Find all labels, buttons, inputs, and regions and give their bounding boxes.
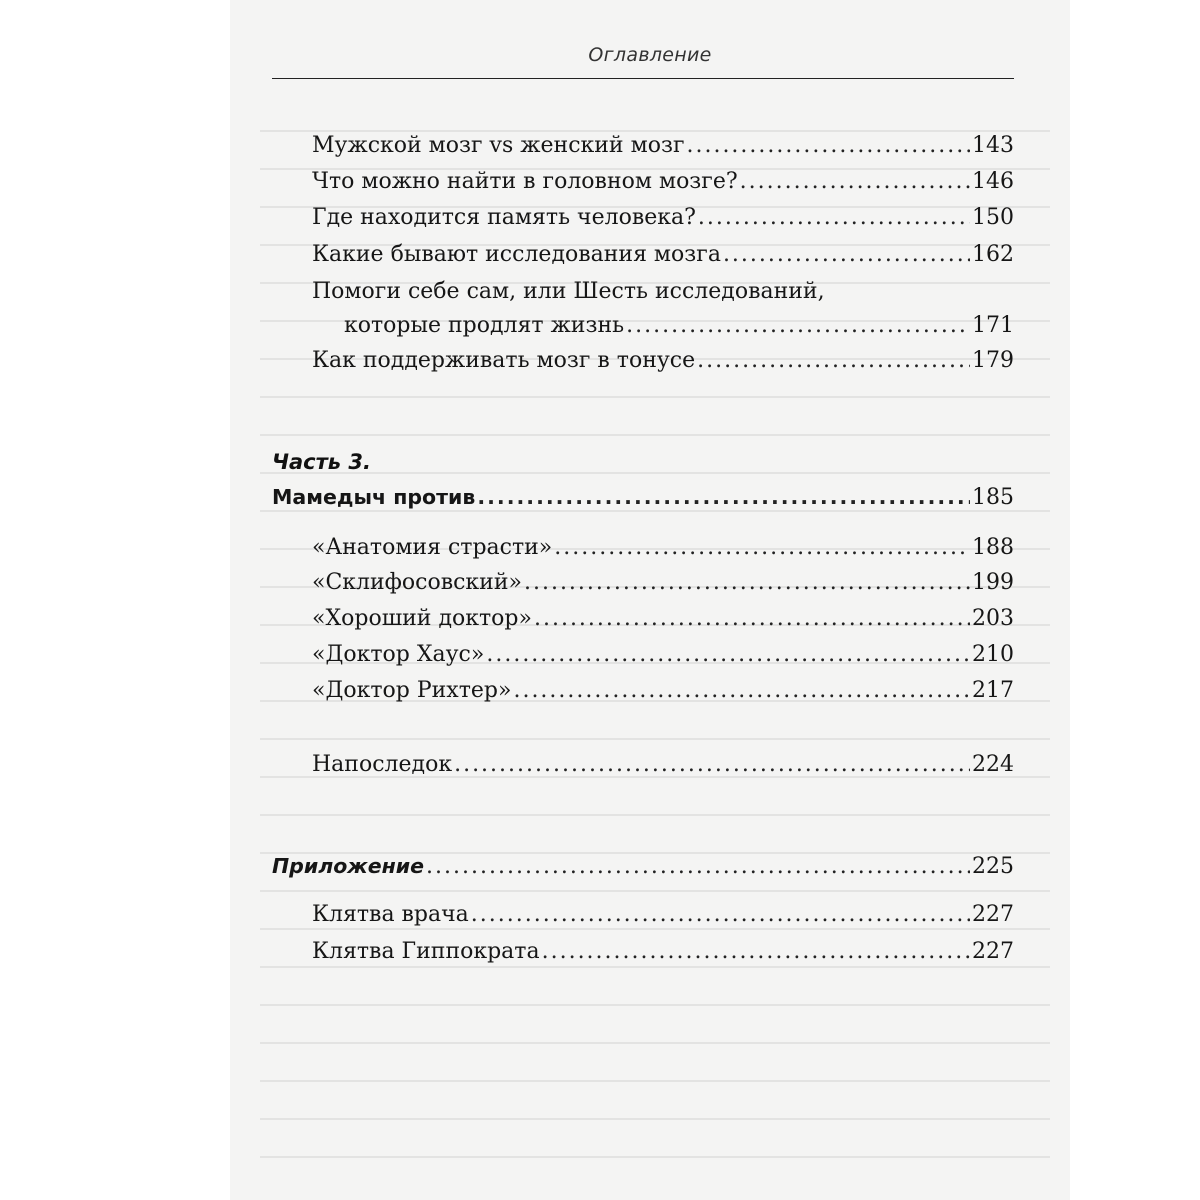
toc-entry: [312, 535, 1014, 560]
toc-entry-page: 224: [972, 752, 1014, 777]
toc-entry-title: Клятва врача: [312, 902, 469, 927]
toc-entry-title: Клятва Гиппократа: [312, 939, 540, 964]
toc-entry-page: 162: [972, 242, 1014, 267]
toc-entry: [312, 205, 1014, 230]
toc-entry-page: 199: [972, 570, 1014, 595]
toc-entry-title: «Анатомия страсти»: [312, 535, 553, 560]
toc-entry-title-line1: Помоги себе сам, или Шесть исследований,: [312, 279, 825, 304]
leader-dots: [697, 348, 970, 373]
toc-entry: [312, 606, 1014, 631]
appendix-heading-title: Приложение: [272, 854, 425, 878]
toc-entry: [312, 348, 1014, 373]
toc-entry-title: «Доктор Рихтер»: [312, 678, 512, 703]
appendix-heading: [272, 854, 1014, 879]
leader-dots: [542, 939, 970, 964]
toc-entry-title: «Хороший доктор»: [312, 606, 532, 631]
toc-entry-page: 217: [972, 678, 1014, 703]
leader-dots: [740, 169, 970, 194]
leader-dots: [513, 678, 970, 703]
toc-entry-page: 188: [972, 535, 1014, 560]
toc-entry-page: 179: [972, 348, 1014, 373]
toc-entry-page: 203: [972, 606, 1014, 631]
toc-entry-title: Напоследок: [312, 752, 453, 777]
toc-entry-page: 143: [972, 133, 1014, 158]
toc-entry-title: Что можно найти в головном мозге?: [312, 169, 738, 194]
leader-dots: [626, 313, 970, 338]
part-label: Часть 3.: [272, 450, 371, 474]
toc-entry: [312, 133, 1014, 158]
toc-entry: [312, 169, 1014, 194]
appendix-heading-page: 225: [972, 854, 1014, 879]
toc-entry: [312, 570, 1014, 595]
leader-dots: [486, 642, 970, 667]
toc-entry-title: Где находится память человека?: [312, 205, 696, 230]
leader-dots: [477, 485, 970, 509]
leader-dots: [686, 133, 970, 158]
toc-entry: [312, 242, 1014, 267]
toc-entry-title: «Склифосовский»: [312, 570, 522, 595]
leader-dots: [471, 902, 970, 927]
toc-entry-page: 171: [972, 313, 1014, 338]
toc-entry: [312, 678, 1014, 703]
running-head: Оглавление: [588, 44, 712, 66]
header-rule: [272, 78, 1014, 79]
leader-dots: [426, 854, 970, 879]
toc-entry: [312, 939, 1014, 964]
toc-entry-title: Как поддерживать мозг в тонусе: [312, 348, 696, 373]
toc-entry: [312, 902, 1014, 927]
leader-dots: [554, 535, 970, 560]
leader-dots: [698, 205, 970, 230]
toc-entry-title: Какие бывают исследования мозга: [312, 242, 721, 267]
toc-entry-page: 150: [972, 205, 1014, 230]
toc-entry-page: 210: [972, 642, 1014, 667]
toc-entry-title: «Доктор Хаус»: [312, 642, 485, 667]
part-heading-page: 185: [972, 485, 1014, 510]
toc-entry-page: 227: [972, 939, 1014, 964]
toc-entry-title: Мужской мозг vs женский мозг: [312, 133, 685, 158]
toc-entry-title-line2: которые продлят жизнь: [344, 313, 625, 338]
toc-entry: [344, 313, 1014, 338]
part-heading: [272, 485, 1014, 510]
toc-entry-page: 146: [972, 169, 1014, 194]
leader-dots: [524, 570, 970, 595]
part-heading-title: Мамедыч против: [272, 485, 476, 509]
leader-dots: [534, 606, 970, 631]
leader-dots: [454, 752, 970, 777]
book-page: [230, 0, 1070, 1200]
toc-entry: [312, 752, 1014, 777]
toc-entry-page: 227: [972, 902, 1014, 927]
leader-dots: [723, 242, 970, 267]
toc-entry: [312, 642, 1014, 667]
